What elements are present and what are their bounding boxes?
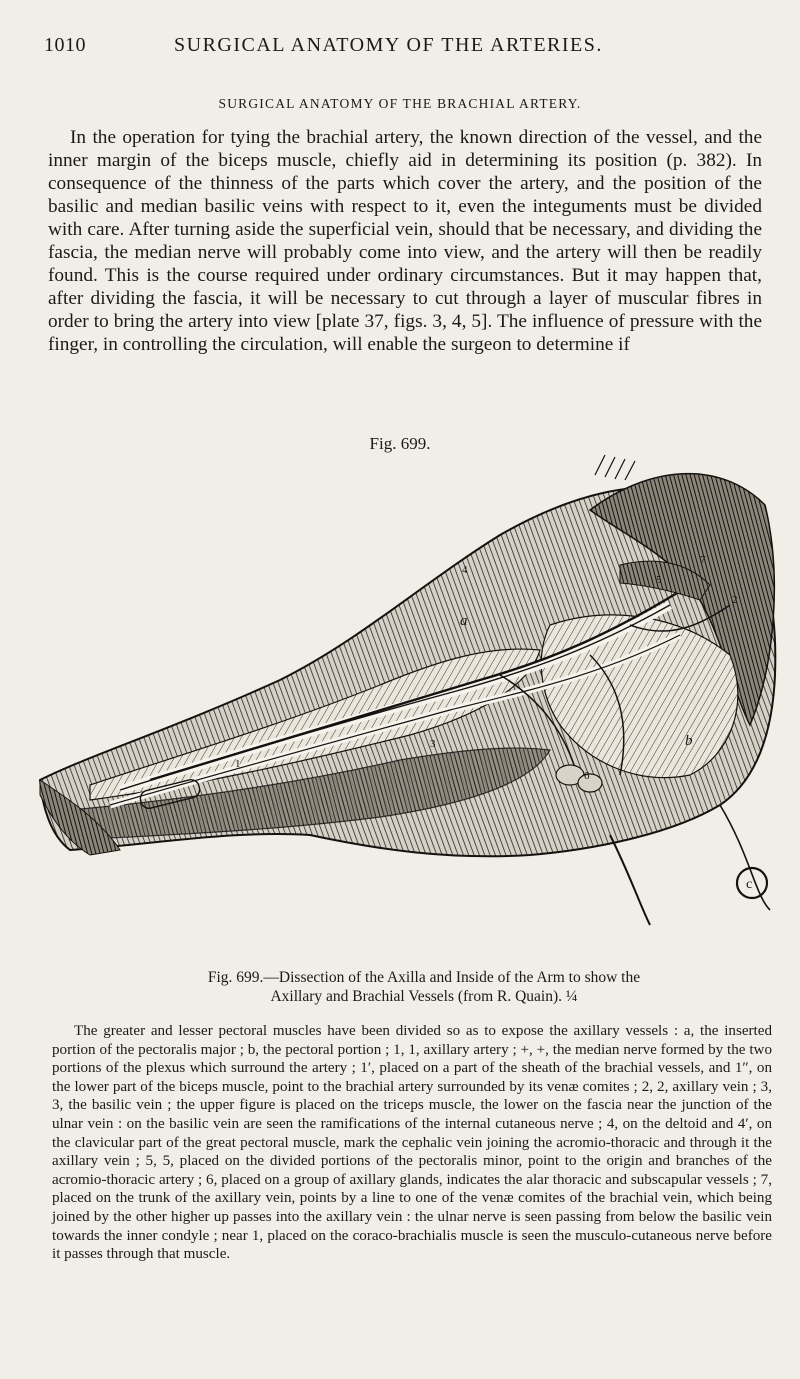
figure-label: Fig. 699. [369,434,431,453]
mark-a: a [460,613,468,629]
mark-7: 7 [700,554,706,566]
scale-mark: c [746,877,753,892]
figure-description: The greater and lesser pectoral muscles have been divided so as to expose the axillary vessels : a, the inserted portion of the pectoralis major ; b, the pectoral portion ; 1, 1, axillary artery ; +, +, the median nerve formed by the two portions of the plexus which surround the artery ; 1′, placed on a part of the sheath of the brachial vessels, and 1″, on the lower part of the biceps muscle, point to the brachial artery surrounded by its venæ comites ; 2, 2, axillary vein ; 3, 3, the basilic vein ; the upper figure is placed on the triceps muscle, the lower on the fascia near the junction of the ulnar vein : on the basilic vein are seen the ramifications of the internal cutaneous nerve ; 4, on the deltoid and 4′, on the clavicular part of the great pectoral muscle, mark the cephalic vein joining the acromio-thoracic and through it the axillary vein ; 5, 5, placed on the divided portions of the pectoralis minor, point to the origin and branches of the acromio-thoracic artery ; 6, placed on a group of axillary glands, indicates the alar thoracic and subscapular vessels ; 7, placed on the trunk of the axillary vein, points by a line to one of the venæ comites of the brachial vein, which being joined by the other higher up passes into the axillary vein : the ulnar nerve is seen passing from below the basilic vein towards the inner condyle ; near 1, placed on the coraco-brachialis muscle is seen the musculo-cutaneous nerve before it passes through that muscle. [52,1023,772,1263]
caption-line-1: Fig. 699.—Dissection of the Axilla and Inside of the Arm to show the [207,969,641,986]
caption-line-2: Axillary and Brachial Vessels (from R. Quain). ¼ [270,988,578,1005]
nerve-tuft [595,455,635,480]
mark-6: 6 [584,770,590,782]
body-paragraph: In the operation for tying the brachial artery, the known direction of the vessel, and the inner margin of the biceps muscle, chiefly aid in determining its position (p. 382). In consequence of the thinness of the parts which cover the artery, and the position of the basilic and median basilic veins with respect to it, even the integuments must be divided with care. After turning aside the superficial vein, should that be necessary, and dividing the fascia, the median nerve will probably come into view, and the artery will then be readily found. This is the course required under ordinary circumstances. But it may happen that, after dividing the fascia, it will be necessary to cut through a layer of muscular fibres in order to bring the artery into view [plate 37, figs. 3, 4, 5]. The influence of pressure with the finger, in controlling the circulation, will enable the surgeon to determine if [48,127,762,355]
anatomical-illustration [30,455,782,950]
figure-caption [84,968,764,1006]
tendon [610,835,650,925]
mark-3: 3 [430,738,436,750]
section-heading: SURGICAL ANATOMY OF THE BRACHIAL ARTERY. [218,96,582,111]
page-number: 1010 [44,34,86,56]
mark-1: 1 [235,758,241,770]
axillary-gland [578,774,602,792]
mark-4: 4 [462,564,468,576]
mark-2: 2 [732,594,738,606]
mark-5: 5 [656,574,662,586]
mark-b: b [685,733,693,749]
running-head [44,34,760,64]
running-title: SURGICAL ANATOMY OF THE ARTERIES. [174,34,603,56]
